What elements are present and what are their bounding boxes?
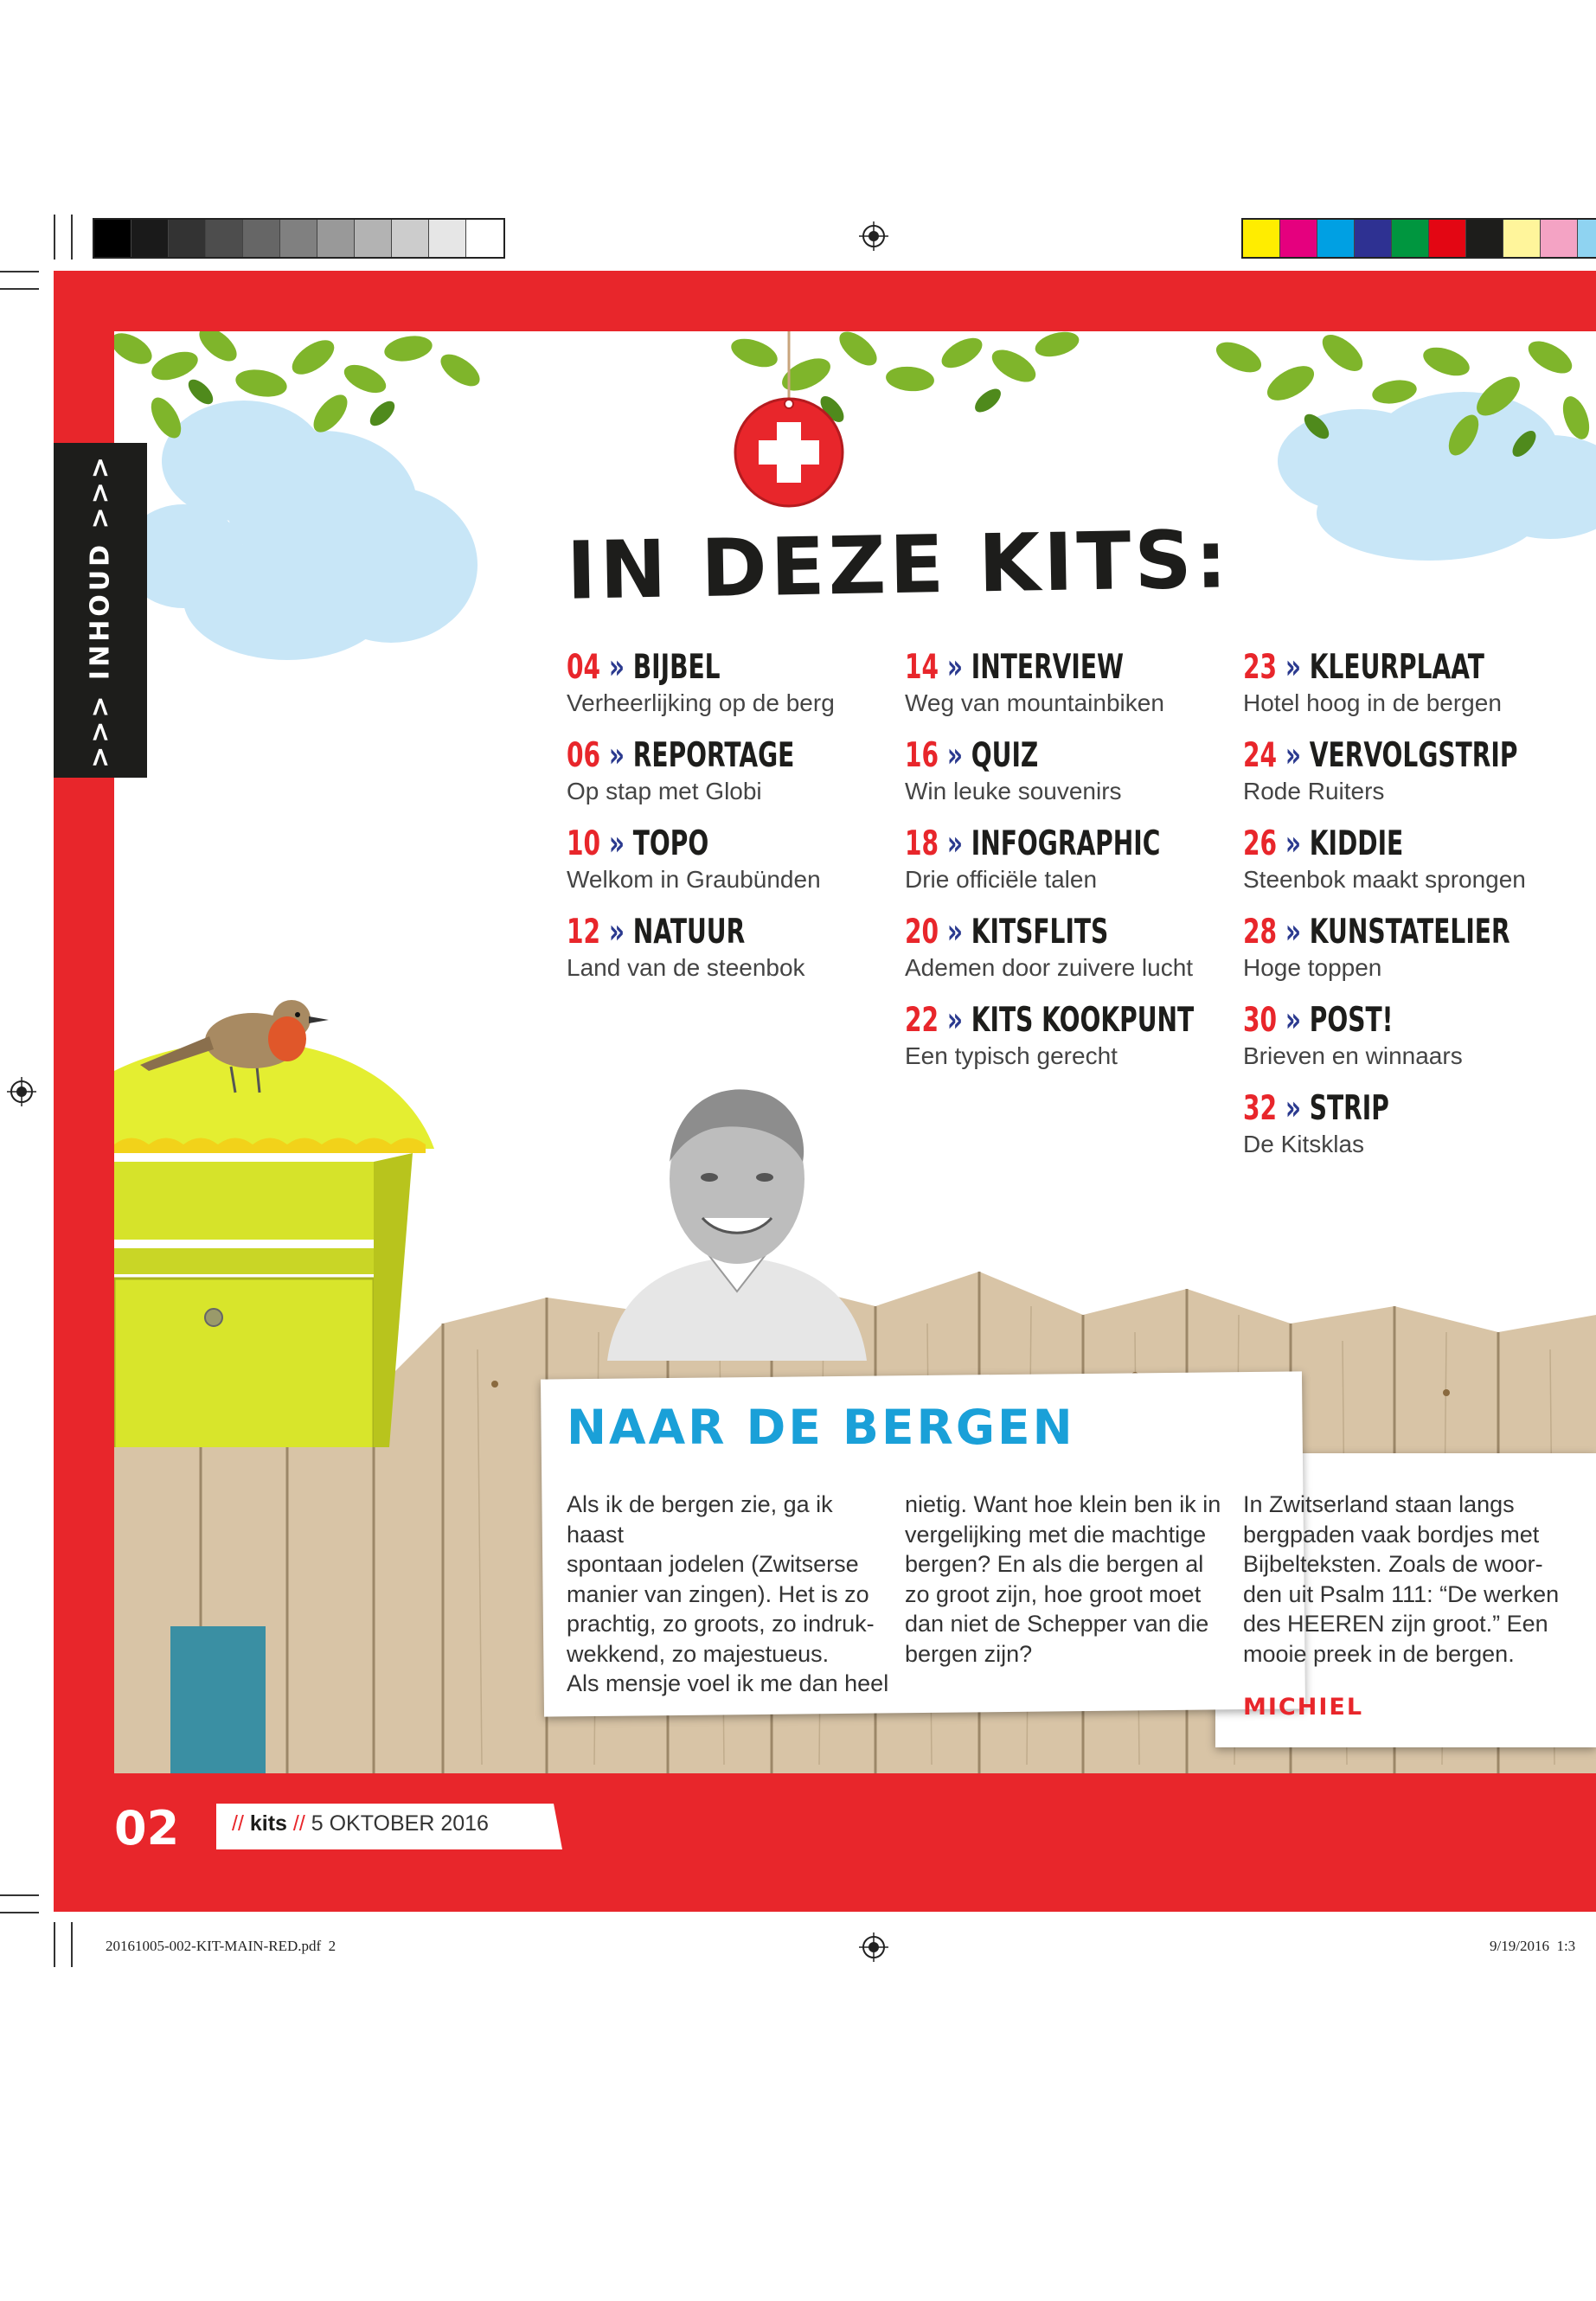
- editorial-column-1: Als ik de bergen zie, ga ik haast spontaan jodelen (Zwitserse manier van zingen). Het is zo prachtig, zo groots, zo indruk- wekkend, zo majestueus. Als mensje voel ik me dan heel: [567, 1491, 889, 1696]
- toc-entry[interactable]: 12 » NATUUR Land van de steenbok: [567, 913, 805, 981]
- toc-entry[interactable]: 18 » INFOGRAPHIC Drie officiële talen: [905, 824, 1161, 893]
- crop-mark: [71, 215, 73, 260]
- toc-entry[interactable]: 14 » INTERVIEW Weg van mountainbiken: [905, 648, 1164, 716]
- toc-column-1: [567, 647, 904, 1000]
- toc-column-3: [1243, 647, 1580, 1176]
- section-tab: >>> INHOUD >>>: [54, 443, 147, 778]
- swiss-cross-icon: [724, 383, 854, 513]
- toc-column-2: [905, 647, 1242, 1088]
- toc-entry[interactable]: 20 » KITSFLITS Ademen door zuivere lucht: [905, 913, 1194, 981]
- registration-mark-icon: [7, 1077, 36, 1106]
- process-color-bar: [1241, 218, 1596, 259]
- page-title: IN DEZE KITS:: [566, 513, 1232, 618]
- mailbox-illustration: [114, 963, 529, 1447]
- toc-entry[interactable]: 26 » KIDDIE Steenbok maakt sprongen: [1243, 824, 1526, 893]
- registration-mark-icon: [859, 221, 888, 251]
- editorial-column-3: In Zwitserland staan langs bergpaden vaak bordjes met Bijbelteksten. Zoals de woor- den uit Psalm 111: “De werken des HEEREN zijn groot.” Een mooie preek in de bergen.: [1243, 1491, 1560, 1667]
- print-slug-date: 9/19/2016 1:3: [1490, 1938, 1576, 1954]
- toc-entry[interactable]: 23 » KLEURPLAAT Hotel hoog in de bergen: [1243, 648, 1502, 716]
- toc-entry[interactable]: 16 » QUIZ Win leuke souvenirs: [905, 736, 1122, 804]
- toc-entry[interactable]: 32 » STRIP De Kitsklas: [1243, 1089, 1389, 1157]
- toc-entry[interactable]: 10 » TOPO Welkom in Graubünden: [567, 824, 821, 893]
- print-slug-filename: 20161005-002-KIT-MAIN-RED.pdf 2: [106, 1938, 337, 1954]
- toc-entry[interactable]: 04 » BIJBEL Verheerlijking op de berg: [567, 648, 835, 716]
- crop-mark: [54, 1922, 55, 1967]
- crop-mark: [54, 215, 55, 260]
- toc-entry[interactable]: 30 » POST! Brieven en winnaars: [1243, 1001, 1463, 1069]
- crop-mark: [0, 1912, 39, 1913]
- crop-mark: [0, 1894, 39, 1896]
- editorial-column-2: nietig. Want hoe klein ben ik in vergelijking met die machtige bergen? En als die bergen al zo groot zijn, hoe groot moet dan niet de Schepper van die bergen zijn?: [905, 1491, 1221, 1667]
- toc-entry[interactable]: 24 » VERVOLGSTRIP Rode Ruiters: [1243, 736, 1518, 804]
- toc-entry[interactable]: 28 » KUNSTATELIER Hoge toppen: [1243, 913, 1510, 981]
- toc-entry[interactable]: 06 » REPORTAGE Op stap met Globi: [567, 736, 795, 804]
- folio: // kits // 5 OKTOBER 2016: [232, 1811, 489, 1836]
- editorial-title: NAAR DE BERGEN: [567, 1400, 1075, 1455]
- crop-mark: [0, 288, 39, 290]
- grayscale-color-bar: [93, 218, 505, 259]
- crop-mark: [71, 1922, 73, 1967]
- toc-entry[interactable]: 22 » KITS KOOKPUNT Een typisch gerecht: [905, 1001, 1195, 1069]
- registration-mark-icon: [859, 1932, 888, 1962]
- page-number: 02: [114, 1801, 180, 1856]
- editor-photo: [607, 1075, 867, 1361]
- editorial-signature: MICHIEL: [1243, 1694, 1364, 1721]
- crop-mark: [0, 271, 39, 272]
